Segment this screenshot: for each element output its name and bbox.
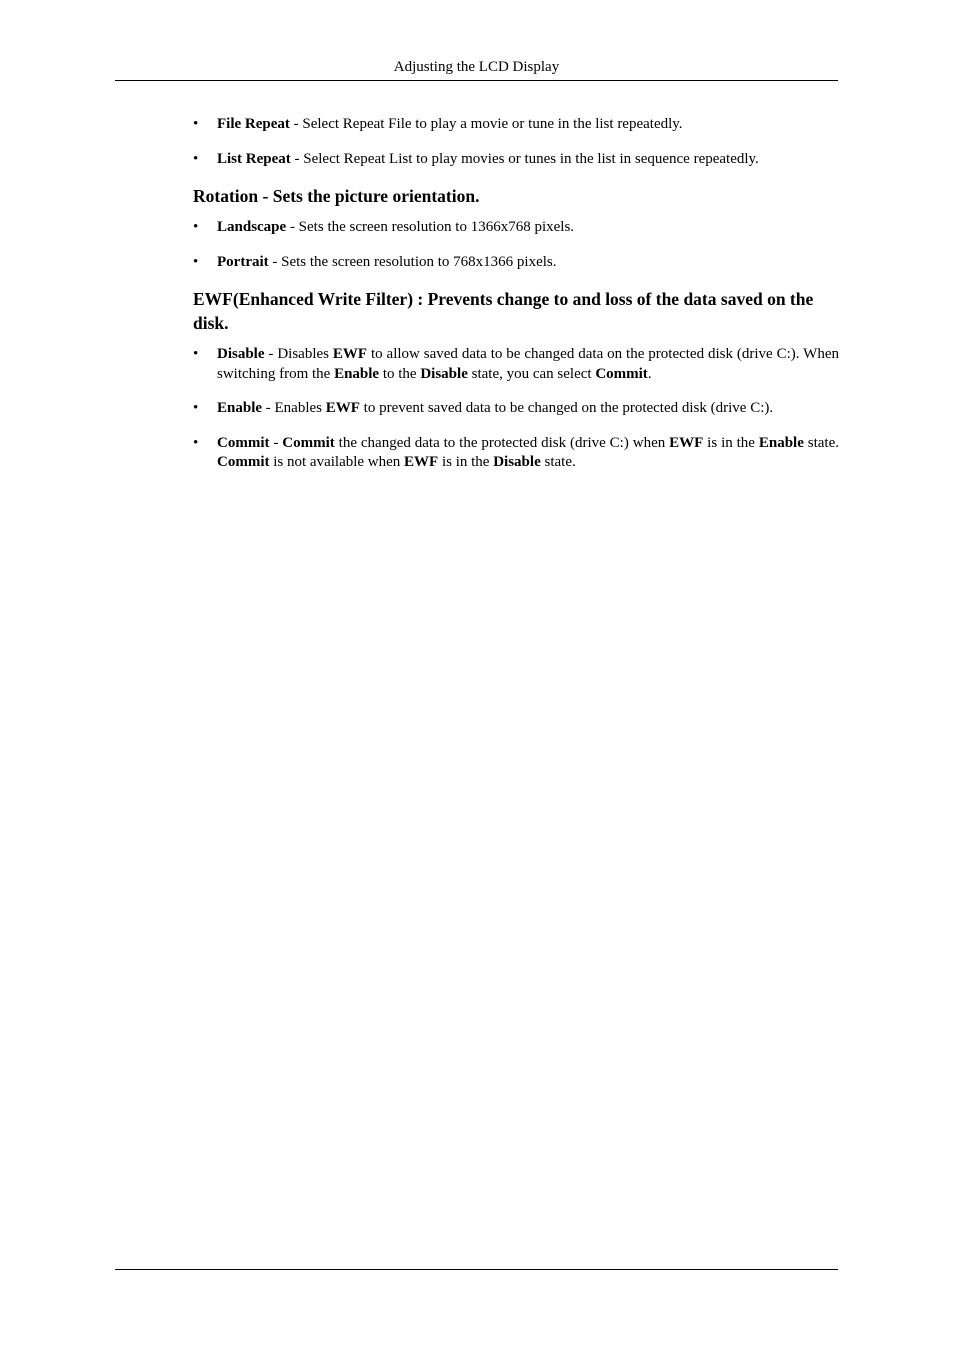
desc-text: state. — [540, 454, 576, 470]
desc-list-repeat: - Select Repeat List to play movies or tunes in the list in sequence repeatedly. — [290, 150, 759, 167]
list-item-file-repeat — [193, 115, 839, 135]
term-ewf: EWF — [669, 434, 704, 451]
term-disable: Disable — [217, 346, 265, 362]
page-header-title: Adjusting the LCD Display — [393, 59, 560, 75]
ewf-options-list — [193, 345, 839, 473]
desc-text: the changed data to the protected disk (drive C:) when — [334, 434, 670, 451]
list-item-disable — [193, 345, 839, 384]
term-landscape: Landscape — [217, 219, 287, 235]
list-item-enable — [193, 399, 839, 419]
desc-text: is in the — [703, 434, 759, 451]
desc-landscape: - Sets the screen resolution to 1366x768 pixels. — [286, 219, 575, 235]
desc-text: - Enables — [262, 400, 326, 416]
desc-file-repeat: - Select Repeat File to play a movie or tune in the list repeatedly. — [289, 116, 683, 132]
list-item-portrait — [193, 253, 839, 273]
term-enable: Enable — [334, 365, 380, 382]
bullet-icon: • — [193, 434, 199, 451]
desc-text: to allow saved data to be changed data on the protected disk (drive C:). When switching from the — [217, 346, 839, 382]
page-content — [193, 115, 839, 488]
term-file-repeat: File Repeat — [217, 116, 290, 132]
desc-text: . — [647, 365, 652, 382]
desc-text: state, you can select — [467, 365, 596, 382]
term-ewf: EWF — [404, 454, 439, 470]
header-rule — [115, 80, 838, 81]
desc-text: state. — [803, 434, 840, 451]
term-ewf: EWF — [325, 400, 360, 416]
bullet-icon: • — [193, 219, 199, 235]
list-item-landscape — [193, 218, 839, 238]
term-disable: Disable — [420, 365, 468, 382]
list-item-list-repeat — [193, 150, 839, 170]
term-commit: Commit — [217, 434, 270, 451]
desc-text: is not available when — [269, 454, 405, 470]
bullet-icon: • — [193, 253, 199, 270]
desc-text: to prevent saved data to be changed on the protected disk (drive C:). — [359, 400, 774, 416]
repeat-options-list — [193, 115, 839, 169]
footer-rule — [115, 1269, 838, 1270]
bullet-icon: • — [193, 116, 199, 132]
ewf-heading: EWF(Enhanced Write Filter) : Prevents change to and loss of the data saved on the disk. — [193, 289, 814, 333]
desc-text: - — [269, 434, 283, 451]
rotation-heading: Rotation - Sets the picture orientation. — [193, 186, 480, 206]
desc-text: is in the — [438, 454, 494, 470]
term-enable: Enable — [217, 400, 263, 416]
term-ewf: EWF — [332, 346, 368, 362]
bullet-icon: • — [193, 346, 199, 362]
desc-portrait: - Sets the screen resolution to 768x1366 pixels. — [268, 253, 557, 270]
rotation-options-list — [193, 218, 839, 272]
bullet-icon: • — [193, 150, 199, 167]
term-commit: Commit — [217, 454, 270, 470]
desc-text: - Disables — [264, 346, 333, 362]
term-commit: Commit — [282, 434, 335, 451]
bullet-icon: • — [193, 400, 199, 416]
term-disable: Disable — [493, 454, 541, 470]
list-item-commit — [193, 434, 839, 473]
term-commit: Commit — [595, 365, 648, 382]
term-portrait: Portrait — [217, 253, 269, 270]
desc-text: to the — [379, 365, 421, 382]
term-enable: Enable — [758, 434, 804, 451]
term-list-repeat: List Repeat — [217, 150, 291, 167]
